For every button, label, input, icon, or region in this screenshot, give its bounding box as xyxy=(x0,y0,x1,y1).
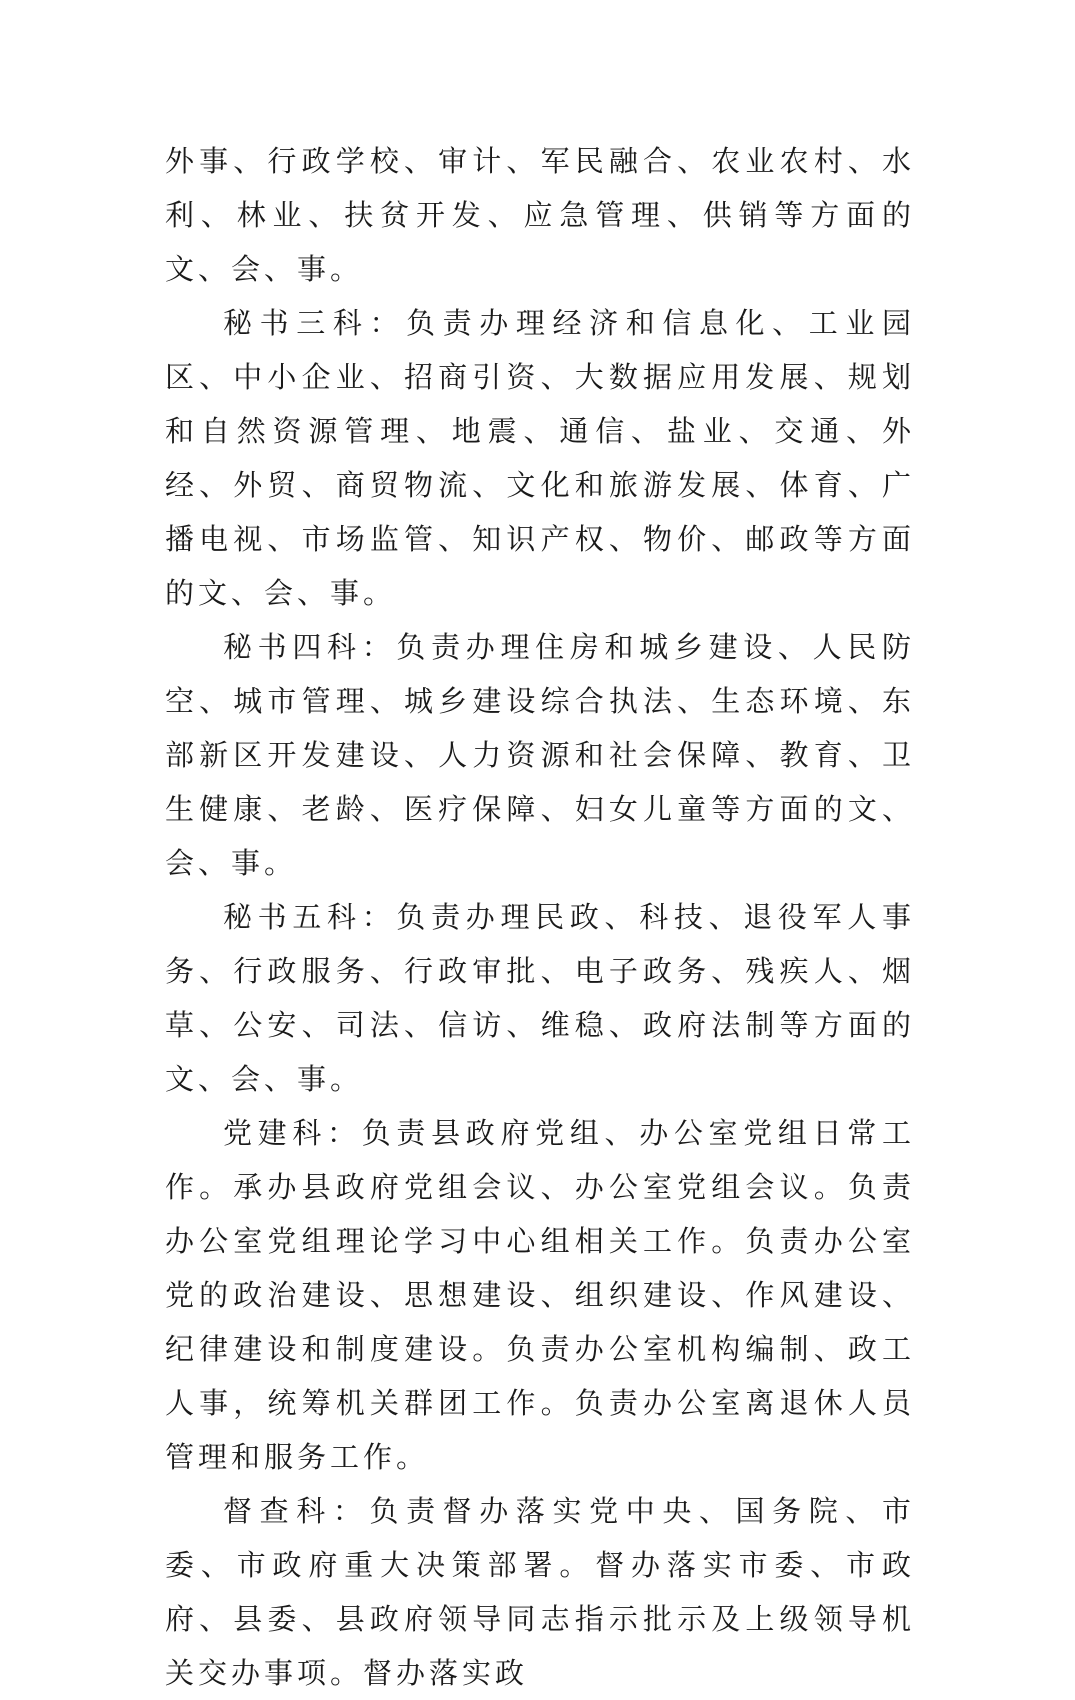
paragraph-supervision-section xyxy=(165,1484,915,1700)
section-title: 秘书四科： xyxy=(223,630,397,664)
paragraph-party-building-section xyxy=(165,1106,915,1484)
paragraph-text: 负责办理经济和信息化、工业园区、中小企业、招商引资、大数据应用发展、规划和自然资源管理、地震、通信、盐业、交通、外经、外贸、商贸物流、文化和旅游发展、体育、广播电视、市场监管、知识产权、物价、邮政等方面的文、会、事。 xyxy=(165,306,915,610)
paragraph-secretary-section-3 xyxy=(165,296,915,620)
section-title: 党建科： xyxy=(223,1116,362,1150)
section-title: 秘书五科： xyxy=(223,900,397,934)
paragraph-text: 负责办理民政、科技、退役军人事务、行政服务、行政审批、电子政务、残疾人、烟草、公安、司法、信访、维稳、政府法制等方面的文、会、事。 xyxy=(165,900,915,1096)
paragraph-text: 外事、行政学校、审计、军民融合、农业农村、水利、林业、扶贫开发、应急管理、供销等方面的文、会、事。 xyxy=(165,144,915,286)
document-body xyxy=(165,134,915,1700)
paragraph-text: 负责督办落实党中央、国务院、市委、市政府重大决策部署。督办落实市委、市政府、县委、县政府领导同志指示批示及上级领导机关交办事项。督办落实政 xyxy=(165,1494,915,1690)
paragraph-secretary-section-5 xyxy=(165,890,915,1106)
paragraph-secretary-section-4 xyxy=(165,620,915,890)
paragraph-text: 负责县政府党组、办公室党组日常工作。承办县政府党组会议、办公室党组会议。负责办公室党组理论学习中心组相关工作。负责办公室党的政治建设、思想建设、组织建设、作风建设、纪律建设和制度建设。负责办公室机构编制、政工人事，统筹机关群团工作。负责办公室离退休人员管理和服务工作。 xyxy=(165,1116,915,1474)
paragraph-continuation xyxy=(165,134,915,296)
section-title: 秘书三科： xyxy=(223,306,407,340)
section-title: 督查科： xyxy=(223,1494,370,1528)
paragraph-text: 负责办理住房和城乡建设、人民防空、城市管理、城乡建设综合执法、生态环境、东部新区开发建设、人力资源和社会保障、教育、卫生健康、老龄、医疗保障、妇女儿童等方面的文、会、事。 xyxy=(165,630,915,880)
